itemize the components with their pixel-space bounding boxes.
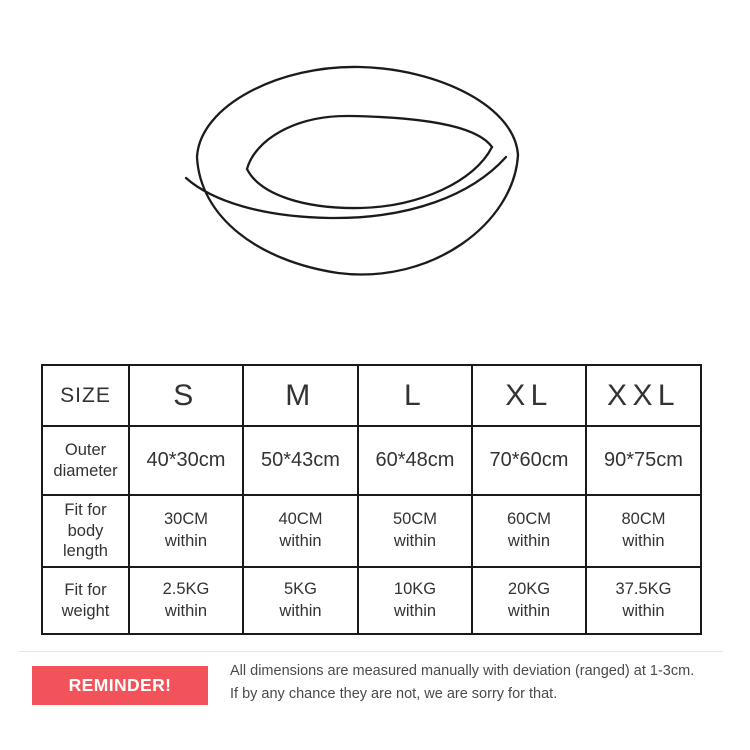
reminder-note [230,660,715,706]
body-length-row [42,495,701,567]
body-length-s: 30CM within [129,495,243,567]
size-header-xl: XL [472,365,586,426]
pet-bed-drawing [170,45,560,305]
weight-l: 10KG within [358,567,472,634]
weight-s: 2.5KG within [129,567,243,634]
outer-diameter-xl: 70*60cm [472,426,586,495]
size-header-l: L [358,365,472,426]
outer-diameter-row [42,426,701,495]
body-length-m: 40CM within [243,495,358,567]
bed-inner-rim-lower [247,147,492,208]
weight-row [42,567,701,634]
reminder-note-line1: All dimensions are measured manually with deviation (ranged) at 1-3cm. [230,663,695,679]
reminder-note-line2: If by any chance they are not, we are sorry for that. [230,686,558,702]
weight-m: 5KG within [243,567,358,634]
weight-xl: 20KG within [472,567,586,634]
table-header-row [42,365,701,426]
weight-label: Fit for weight [42,567,129,634]
outer-diameter-m: 50*43cm [243,426,358,495]
section-divider [18,651,723,652]
outer-diameter-xxl: 90*75cm [586,426,701,495]
size-header-s: S [129,365,243,426]
body-length-l: 50CM within [358,495,472,567]
size-header-m: M [243,365,358,426]
bed-inner-rim-upper [247,116,492,169]
weight-xxl: 37.5KG within [586,567,701,634]
body-length-xxl: 80CM within [586,495,701,567]
bed-outer-rim-top [197,67,518,157]
outer-diameter-l: 60*48cm [358,426,472,495]
size-table [41,364,702,635]
outer-diameter-s: 40*30cm [129,426,243,495]
size-header-xxl: XXL [586,365,701,426]
outer-diameter-label: Outer diameter [42,426,129,495]
size-corner-label: SIZE [42,365,129,426]
body-length-label: Fit for body length [42,495,129,567]
body-length-xl: 60CM within [472,495,586,567]
reminder-badge: REMINDER! [32,666,208,705]
